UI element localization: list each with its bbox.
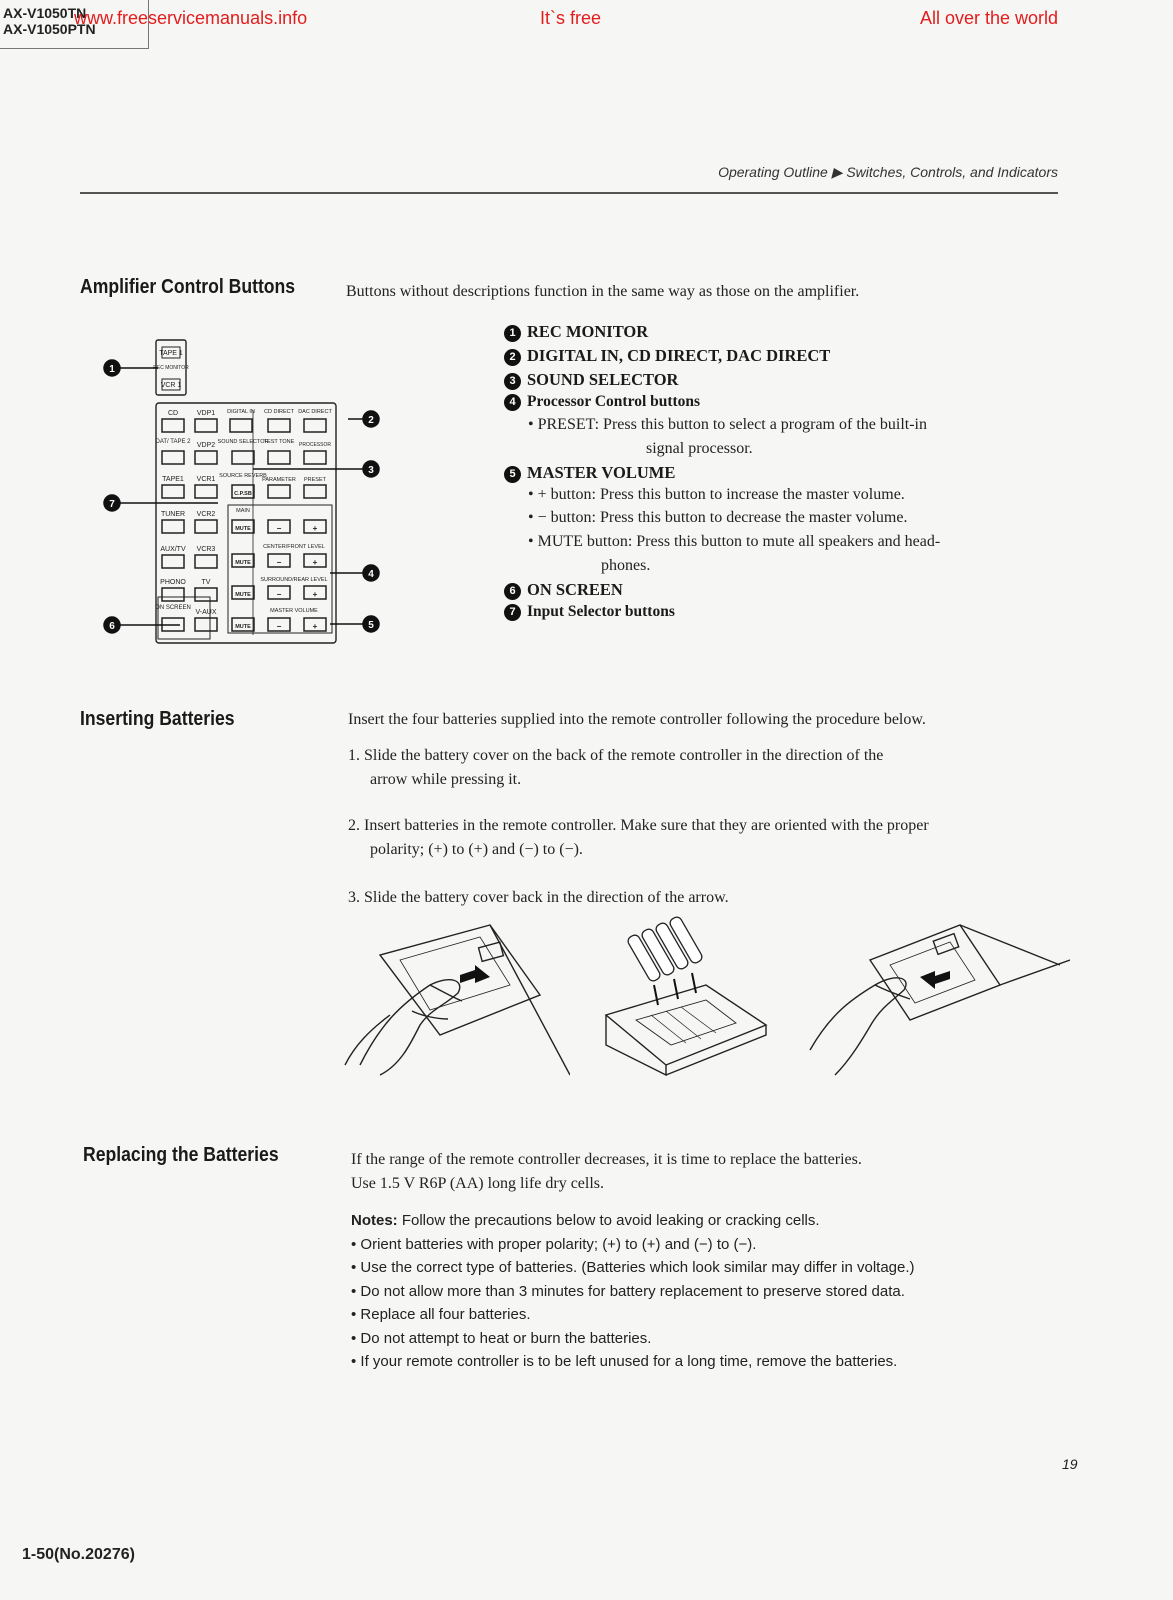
remote-label-tape1b: TAPE1	[162, 476, 184, 483]
inserting-intro: Insert the four batteries supplied into the remote controller following the procedure below.	[348, 711, 926, 728]
item-label-4: Processor Control buttons	[527, 393, 701, 410]
remote-label-rec-monitor: REC MONITOR	[153, 365, 189, 371]
item-number-4: 4	[504, 394, 521, 411]
model-number-1: AX-V1050TN	[3, 5, 87, 21]
callout-3: 3	[368, 465, 374, 476]
callout-2: 2	[368, 415, 374, 426]
mute-desc-2: phones.	[601, 557, 651, 574]
remote-label-tuner: TUNER	[160, 511, 186, 518]
remote-label-mute-3: MUTE	[235, 592, 251, 598]
item-rec-monitor	[504, 322, 648, 342]
inserting-section-title: Inserting Batteries	[80, 708, 235, 730]
slide-cover-illustration	[340, 915, 570, 1080]
slide-back-arrow-icon	[920, 971, 950, 989]
item-label-3: SOUND SELECTOR	[527, 370, 679, 389]
item-number-6: 6	[504, 583, 521, 600]
mute-desc-1: • MUTE button: Press this button to mute all speakers and head-	[528, 533, 941, 550]
step1-line1: 1. Slide the battery cover on the back of the remote controller in the direction of the	[348, 747, 884, 764]
remote-label-mute-4: MUTE	[235, 624, 251, 630]
notes-label: Notes:	[351, 1212, 398, 1229]
remote-label-mute-1: MUTE	[235, 526, 251, 532]
amplifier-intro: Buttons without descriptions function in the same way as those on the amplifier.	[346, 283, 860, 300]
remote-label-v-aux: V-AUX	[195, 609, 217, 616]
step2-line2: polarity; (+) to (+) and (−) to (−).	[370, 841, 583, 858]
note-item: • Use the correct type of batteries. (Batteries which look similar may differ in voltage.)	[351, 1259, 915, 1276]
replacing-section-title: Replacing the Batteries	[83, 1144, 279, 1166]
remote-label-main: MAIN	[236, 508, 250, 514]
replacing-line1: If the range of the remote controller decreases, it is time to replace the batteries.	[351, 1151, 862, 1168]
page-number: 19	[1062, 1456, 1078, 1472]
remote-label-plus-1: +	[312, 524, 318, 533]
remote-label-processor: PROCESSOR	[299, 442, 331, 448]
note-item: • If your remote controller is to be left unused for a long time, remove the batteries.	[351, 1353, 898, 1370]
remote-label-dac-direct: DAC DIRECT	[298, 409, 332, 415]
document-code: 1-50(No.20276)	[22, 1546, 135, 1563]
remote-label-minus-3: −	[276, 590, 282, 599]
remote-label-cd: CD	[167, 410, 179, 417]
item-label-2: DIGITAL IN, CD DIRECT, DAC DIRECT	[527, 346, 831, 365]
callout-7: 7	[109, 499, 115, 510]
tagline-world: All over the world	[920, 8, 1059, 28]
remote-label-aux-tv: AUX/TV	[160, 546, 186, 553]
remote-label-sound-selector: SOUND SELECTOR	[217, 439, 269, 445]
remote-diagram	[98, 335, 388, 653]
replacing-line2: Use 1.5 V R6P (AA) long life dry cells.	[351, 1175, 605, 1192]
item-input-selector	[504, 603, 675, 621]
item-label-6: ON SCREEN	[527, 580, 623, 599]
remote-label-minus-1: −	[276, 524, 282, 533]
step1-line2: arrow while pressing it.	[370, 771, 522, 788]
volume-minus-desc: • − button: Press this button to decrease the master volume.	[528, 509, 908, 526]
remote-label-digital-in: DIGITAL IN	[227, 409, 255, 415]
remote-label-vcr2: VCR2	[196, 511, 216, 518]
note-item: • Do not allow more than 3 minutes for battery replacement to preserve stored data.	[351, 1283, 905, 1300]
item-master-volume	[504, 463, 675, 483]
step3: 3. Slide the battery cover back in the direction of the arrow.	[348, 889, 729, 906]
item-label-5: MASTER VOLUME	[527, 463, 676, 482]
preset-desc-2: signal processor.	[646, 440, 753, 457]
remote-label-tv: TV	[201, 579, 211, 586]
header-rule	[80, 192, 1058, 194]
remote-label-master-volume: MASTER VOLUME	[270, 608, 318, 614]
remote-label-phono: PHONO	[160, 579, 186, 586]
item-number-3: 3	[504, 373, 521, 390]
model-number-2: AX-V1050PTN	[3, 21, 96, 37]
running-head: Operating Outline ▶ Switches, Controls, and Indicators	[718, 164, 1058, 180]
remote-label-cd-direct: CD DIRECT	[264, 409, 294, 415]
item-number-5: 5	[504, 466, 521, 483]
item-digital-in	[504, 346, 830, 366]
remote-label-minus-4: −	[276, 622, 282, 631]
notes-intro-text: Follow the precautions below to avoid leaking or cracking cells.	[401, 1212, 820, 1229]
note-item: • Do not attempt to heat or burn the batteries.	[351, 1330, 652, 1347]
remote-label-plus-2: +	[312, 558, 318, 567]
step2-line1: 2. Insert batteries in the remote controller. Make sure that they are oriented with the proper	[348, 817, 929, 834]
remote-label-vcr1: VCR1	[196, 476, 216, 483]
remote-label-mute-2: MUTE	[235, 560, 251, 566]
item-on-screen	[504, 580, 623, 600]
remote-label-plus-3: +	[312, 590, 318, 599]
item-label-1: REC MONITOR	[527, 322, 649, 341]
remote-label-test-tone: TEST TONE	[263, 439, 295, 445]
insert-batteries-illustration	[596, 915, 776, 1080]
remote-label-vcr1-top: VCR 1	[160, 382, 182, 389]
slide-arrow-icon	[460, 965, 490, 983]
tagline-free: It`s free	[540, 8, 602, 28]
remote-label-minus-2: −	[276, 558, 282, 567]
note-item: • Replace all four batteries.	[351, 1306, 531, 1323]
item-sound-selector	[504, 370, 678, 390]
remote-label-dat-tape2: DAT/ TAPE 2	[155, 439, 191, 445]
preset-desc-1: • PRESET: Press this button to select a program of the built-in	[528, 416, 927, 433]
site-link[interactable]: www.freeservicemanuals.info	[74, 8, 308, 28]
amplifier-section-title: Amplifier Control Buttons	[80, 276, 296, 298]
item-processor-control	[504, 393, 700, 411]
remote-label-plus-4: +	[312, 622, 318, 631]
notes-intro	[351, 1212, 820, 1229]
remote-label-vcr3: VCR3	[196, 546, 216, 553]
remote-label-preset: PRESET	[303, 477, 327, 483]
remote-label-surround-rear: SURROUND/REAR LEVEL	[260, 577, 328, 583]
remote-label-source-reverb: SOURCE REVERB	[219, 473, 267, 479]
item-label-7: Input Selector buttons	[527, 603, 675, 620]
item-number-2: 2	[504, 349, 521, 366]
callout-1: 1	[109, 364, 115, 375]
note-item: • Orient batteries with proper polarity; (+) to (+) and (−) to (−).	[351, 1236, 757, 1253]
callout-6: 6	[109, 621, 115, 632]
volume-plus-desc: • + button: Press this button to increase the master volume.	[528, 486, 905, 503]
remote-label-parameter: PARAMETER	[262, 477, 296, 483]
remote-label-on-screen: ON SCREEN	[155, 605, 191, 611]
remote-label-tape1: TAPE 1	[159, 350, 183, 357]
close-cover-illustration	[800, 915, 1070, 1080]
item-number-1: 1	[504, 325, 521, 342]
remote-label-csb: C.P.SB	[234, 491, 252, 497]
remote-label-center-front: CENTER/FRONT LEVEL	[263, 544, 325, 550]
callout-4: 4	[368, 569, 374, 580]
item-number-7: 7	[504, 604, 521, 621]
callout-5: 5	[368, 620, 374, 631]
remote-label-vdp1: VDP1	[196, 410, 216, 417]
remote-label-vdp2: VDP2	[196, 442, 216, 449]
